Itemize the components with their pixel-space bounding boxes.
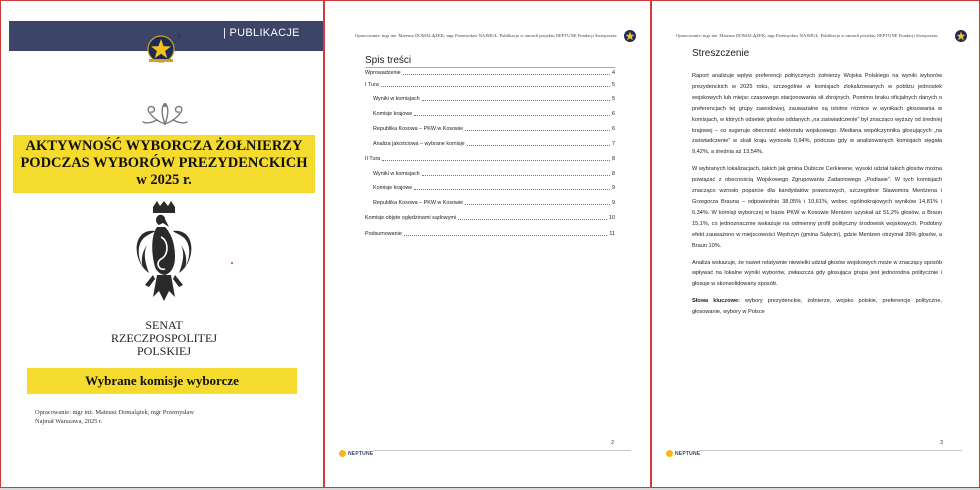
cover-author-line-2: Najmał Warszawa, 2025 r. [35, 418, 103, 425]
toc-entry-page: 7 [612, 141, 615, 147]
toc-entry[interactable] [373, 141, 615, 147]
toc-leader-dots [465, 204, 610, 205]
toc-entry[interactable] [373, 171, 615, 177]
running-header: Opracowanie: mgr inż. Mateusz DOMALĄŻEK, mgr Przemysław NAJMUŁ. Publikacja w ramach projektu NEPTUNE Fundacji Strzeposztu. [355, 33, 618, 38]
toc-entry[interactable] [373, 111, 615, 117]
neptune-mini-logo-icon [623, 29, 637, 43]
footer-logo [339, 450, 373, 457]
footer-brand: NEPTUNE [675, 450, 701, 457]
footer-rule [700, 450, 962, 451]
senate-line-1: SENAT [145, 318, 183, 332]
toc-leader-dots [414, 189, 610, 190]
toc-entry-page: 8 [612, 171, 615, 177]
page-number: 3 [940, 440, 944, 446]
toc-entry-label: Komisje objęte oględzinami sądowymi [365, 215, 457, 221]
toc-leader-dots [404, 235, 608, 236]
toc-entry-page: 9 [612, 185, 615, 191]
senate-name [61, 319, 267, 358]
red-marker [231, 262, 233, 264]
neptune-dot-icon [666, 450, 673, 457]
toc-entry-page: 10 [609, 215, 615, 221]
toc-entry-label: Komisje krajowe [373, 185, 413, 191]
toc-entry[interactable] [373, 185, 615, 191]
toc-entry[interactable] [373, 126, 615, 132]
toc-entry[interactable] [373, 96, 615, 102]
toc-entry[interactable] [365, 70, 615, 76]
toc-entry-page: 6 [612, 111, 615, 117]
footer-rule [373, 450, 631, 451]
registered-mark: ® [177, 34, 182, 40]
toc-entry-label: Republika Kosowa – PKW w Kosowie [373, 200, 464, 206]
toc-entry-page: 9 [612, 200, 615, 206]
toc-leader-dots [403, 74, 610, 75]
toc-entry-page: 8 [612, 156, 615, 162]
toc-entry-label: Republika Kosowa – PKW w Kosowie [373, 126, 464, 132]
toc-entry[interactable] [373, 200, 615, 206]
summary-keywords [692, 296, 942, 318]
footer-brand: NEPTUNE [348, 450, 374, 457]
toc-entry-label: Analiza jakościowa – wybrane komisje [373, 141, 465, 147]
toc-entry-label: Podsumowanie [365, 231, 402, 237]
summary-paragraph-1: Raport analizuje wpływ preferencji politycznych żołnierzy Wojska Polskiego na wyniki wyborów prezydenckich w 2025 roku, szczególnie w komisjach zlokalizowanych w pobliżu jednostek wojskowych lub miejsc czasowego stacjonowania sił zbrojnych. Pomimo braku oficjalnych danych o preferencjach tej grupy zawodowej, zauważalne są istotne różnice w wynikach głosowania w komisjach, w których odsetek głosów oddanych „na zaświadczenie” był znacząco wyższy od średniej krajowej – co sugeruje obecność elektoratu wojskowego. Mediana współczynnika głosujących „na zaświadczenie” w skali kraju wyniosła 0,94%, podczas gdy w analizowanych komisjach sięgała 9,42%, a średnia aż 13,54%. [692, 73, 942, 156]
toc-leader-dots [414, 115, 610, 116]
cover-title-line-1: AKTYWNOŚĆ WYBORCZA ŻOŁNIERZY [25, 138, 303, 154]
cover-page [0, 0, 324, 488]
cover-author-line-1: Opracowanie: mgr inż. Mateusz Domalążek, mgr Przemysław [35, 409, 195, 416]
summary-title: Streszczenie [692, 48, 750, 59]
toc-title: Spis treści [365, 55, 412, 66]
keywords-label: Słowa kluczowe: [692, 298, 740, 305]
toc-leader-dots [465, 130, 610, 131]
publication-label: | PUBLIKACJE [223, 27, 300, 39]
summary-paragraph-2: W wybranych lokalizacjach, takich jak gmina Dubicze Cerkiewne, wysoki udział takich głosów można powiązać z obecnością Wojskowego Zgrupowania Zadaniowego „Podlasie”. W tych komisjach znacząco wzrosło poparcie dla kandydatów prawicowych, szczególnie Sławomira Mentzena i Grzegorza Brauna – odpowiednio 38,05% i 10,61%, wobec ogólnokrajowych wyników 14,81% i 6,34%. W komisji wyborczej w bazie PKW w Kosowie Mentzen uzyskał aż 51,2% głosów, a Braun 15,1%, co jednoznacznie wskazuje na odmienny profil polityczny środowisk wojskowych. Podobny efekt zauważono w miejscowości Wędrzyn (gmina Sulęcin), gdzie Mentzen otrzymał 39% głosów, a Braun 10%. [692, 166, 942, 249]
toc-entry[interactable] [365, 82, 615, 88]
senate-line-2: RZECZPOSPOLITEJ [110, 331, 217, 345]
toc-entry[interactable] [365, 156, 615, 162]
toc-leader-dots [381, 86, 610, 87]
running-header: Opracowanie: mgr inż. Mateusz DOMALĄŻEK, mgr Przemysław NAJMUŁ. Publikacja w ramach projektu NEPTUNE Fundacji Strzeposztu. [676, 33, 939, 38]
toc-entry-label: Komisje krajowe [373, 111, 413, 117]
toc-leader-dots [422, 100, 610, 101]
toc-page [324, 0, 651, 488]
toc-entry-page: 6 [612, 126, 615, 132]
page-number: 2 [611, 440, 615, 446]
toc-entry-page: 5 [612, 82, 615, 88]
toc-leader-dots [458, 219, 607, 220]
neptune-star-logo [141, 33, 181, 65]
toc-entry-label: Wyniki w komisjach [373, 96, 420, 102]
summary-page [651, 0, 980, 488]
cover-title-line-3: w 2025 r. [136, 172, 192, 188]
senate-line-3: POLSKIEJ [136, 344, 191, 358]
toc-entry[interactable] [365, 215, 615, 221]
floral-ornament-icon [139, 100, 191, 130]
toc-entry-label: II Tura [365, 156, 381, 162]
toc-entry-page: 11 [609, 231, 615, 237]
neptune-dot-icon [339, 450, 346, 457]
toc-title-rule [365, 67, 615, 68]
toc-leader-dots [382, 160, 610, 161]
cover-title [13, 135, 315, 189]
neptune-mini-logo-icon [954, 29, 968, 43]
toc-leader-dots [467, 145, 610, 146]
summary-paragraph-3: Analiza wskazuje, że nawet relatywnie niewielki udział głosów wojskowych może w znaczący sposób wpływać na lokalne wyniki wyborów, zwłaszcza gdy głosująca grupa jest jednorodna politycznie i głosuje w skonsolidowany sposób. [692, 259, 942, 288]
keywords-text: wybory prezydenckie, żołnierze, wojsko polskie, preferencje polityczne, głosowanie, wybory w Polsce [692, 298, 942, 316]
summary-body [692, 71, 942, 324]
cover-author [35, 408, 245, 426]
cover-subtitle: Wybrane komisje wyborcze [85, 373, 239, 388]
toc-entry-label: I Tura [365, 82, 379, 88]
toc-entry[interactable] [365, 231, 615, 237]
toc-entry-page: 5 [612, 96, 615, 102]
toc-leader-dots [422, 175, 610, 176]
toc-entry-page: 4 [612, 70, 615, 76]
toc-entry-label: Wyniki w komisjach [373, 171, 420, 177]
toc-entry-label: Wprowadzenie [365, 70, 401, 76]
senate-eagle-emblem-icon [129, 201, 199, 316]
cover-title-line-2: PODCZAS WYBORÓW PREZYDENCKICH [20, 155, 308, 171]
footer-logo [666, 450, 700, 457]
